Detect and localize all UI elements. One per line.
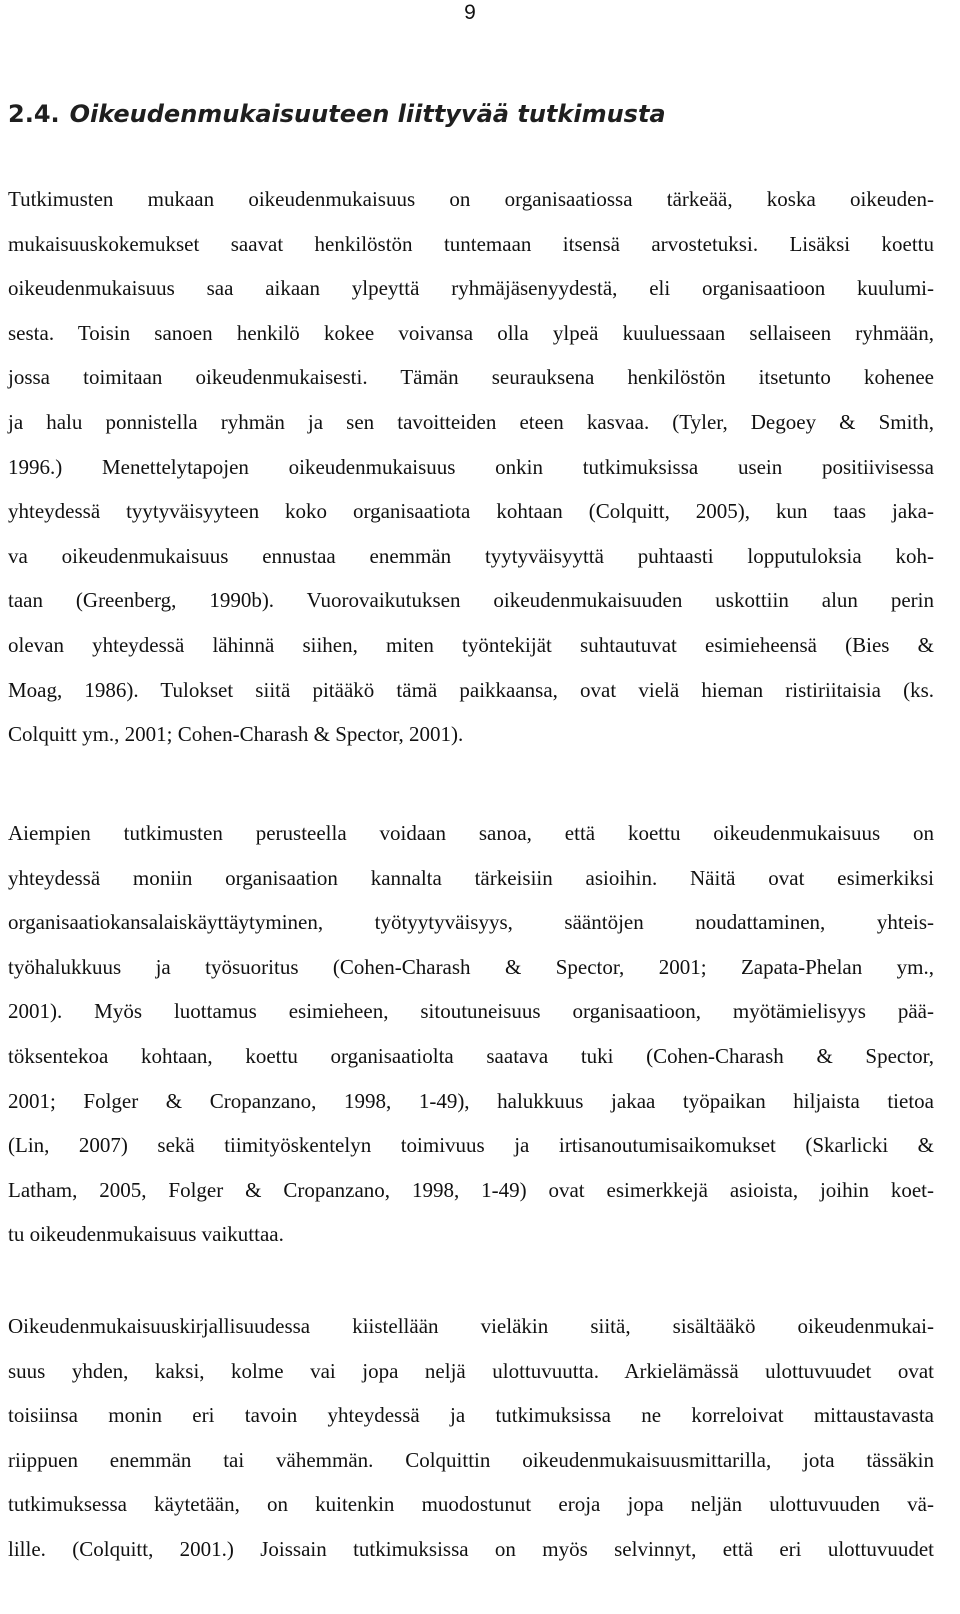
text-line: töksentekoa kohtaan, koettu organisaatiolta saatava tuki (Cohen-Charash & Spector, [8,1043,934,1068]
text-line: Colquitt ym., 2001; Cohen-Charash & Spector, 2001). [8,722,464,747]
text-line: Moag, 1986). Tulokset siitä pitääkö tämä paikkaansa, ovat vielä hieman ristiriitaisia (ks. [8,677,934,702]
text-line: olevan yhteydessä lähinnä siihen, miten työntekijät suhtautuvat esimieheensä (Bies & [8,632,934,657]
text-line: 2001). Myös luottamus esimieheen, sitoutuneisuus organisaatioon, myötämielisyys pää- [8,999,934,1024]
text-line: jossa toimitaan oikeudenmukaisesti. Tämän seurauksena henkilöstön itsetunto kohenee [8,365,934,390]
text-line: Tutkimusten mukaan oikeudenmukaisuus on organisaatiossa tärkeää, koska oikeuden- [8,187,934,211]
text-line: tutkimuksessa käytetään, on kuitenkin muodostunut eroja jopa neljän ulottuvuuden vä- [8,1492,934,1517]
text-line: työhalukkuus ja työsuoritus (Cohen-Charash & Spector, 2001; Zapata-Phelan ym., [8,954,934,979]
text-line: oikeudenmukaisuus saa aikaan ylpeyttä ryhmäjäsenyydestä, eli organisaatioon kuulumi- [8,276,934,301]
text-line: mukaisuuskokemukset saavat henkilöstön tuntemaan itsensä arvostetuksi. Lisäksi koettu [8,231,934,256]
text-line: toisiinsa monin eri tavoin yhteydessä ja tutkimuksissa ne korreloivat mittaustavasta [8,1403,934,1428]
text-line: Oikeudenmukaisuuskirjallisuudessa kiistellään vieläkin siitä, sisältääkö oikeudenmukai- [8,1314,934,1338]
page-number: 9 [464,1,476,24]
paragraph-2 [8,811,934,1257]
text-line: Latham, 2005, Folger & Cropanzano, 1998, 1-49) ovat esimerkkejä asioista, joihin koet- [8,1177,934,1202]
paragraph-1 [8,177,934,757]
text-line: suus yhden, kaksi, kolme vai jopa neljä ulottuvuutta. Arkielämässä ulottuvuudet ovat [8,1358,934,1383]
text-line: organisaatiokansalaiskäyttäytyminen, työtyytyväisyys, sääntöjen noudattaminen, yhteis- [8,910,934,935]
text-line: 1996.) Menettelytapojen oikeudenmukaisuus onkin tutkimuksissa usein positiivisessa [8,454,934,479]
paragraph-3 [8,1304,934,1572]
text-line: taan (Greenberg, 1990b). Vuorovaikutuksen oikeudenmukaisuuden uskottiin alun perin [8,588,934,613]
section-number: 2.4. [8,100,60,128]
text-line: sesta. Toisin sanoen henkilö kokee voivansa olla ylpeä kuuluessaan sellaiseen ryhmään, [8,320,934,345]
text-line: yhteydessä tyytyväisyyteen koko organisaatiota kohtaan (Colquitt, 2005), kun taas jaka- [8,499,934,524]
text-line: va oikeudenmukaisuus ennustaa enemmän tyytyväisyyttä puhtaasti lopputuloksia koh- [8,543,934,568]
section-heading [8,97,666,131]
text-line: tu oikeudenmukaisuus vaikuttaa. [8,1222,284,1247]
text-line: yhteydessä moniin organisaation kannalta tärkeisiin asioihin. Näitä ovat esimerkiksi [8,865,934,890]
text-line: ja halu ponnistella ryhmän ja sen tavoitteiden eteen kasvaa. (Tyler, Degoey & Smith, [8,409,934,434]
text-line: lille. (Colquitt, 2001.) Joissain tutkimuksissa on myös selvinnyt, että eri ulottuvuudet [8,1536,934,1561]
text-line: (Lin, 2007) sekä tiimityöskentelyn toimivuus ja irtisanoutumisaikomukset (Skarlicki & [8,1133,934,1158]
section-title: Oikeudenmukaisuuteen liittyvää tutkimusta [69,100,666,128]
text-line: 2001; Folger & Cropanzano, 1998, 1-49), halukkuus jakaa työpaikan hiljaista tietoa [8,1088,934,1113]
text-line: riippuen enemmän tai vähemmän. Colquittin oikeudenmukaisuusmittarilla, jota tässäkin [8,1447,934,1472]
text-line: Aiempien tutkimusten perusteella voidaan sanoa, että koettu oikeudenmukaisuus on [8,821,934,845]
